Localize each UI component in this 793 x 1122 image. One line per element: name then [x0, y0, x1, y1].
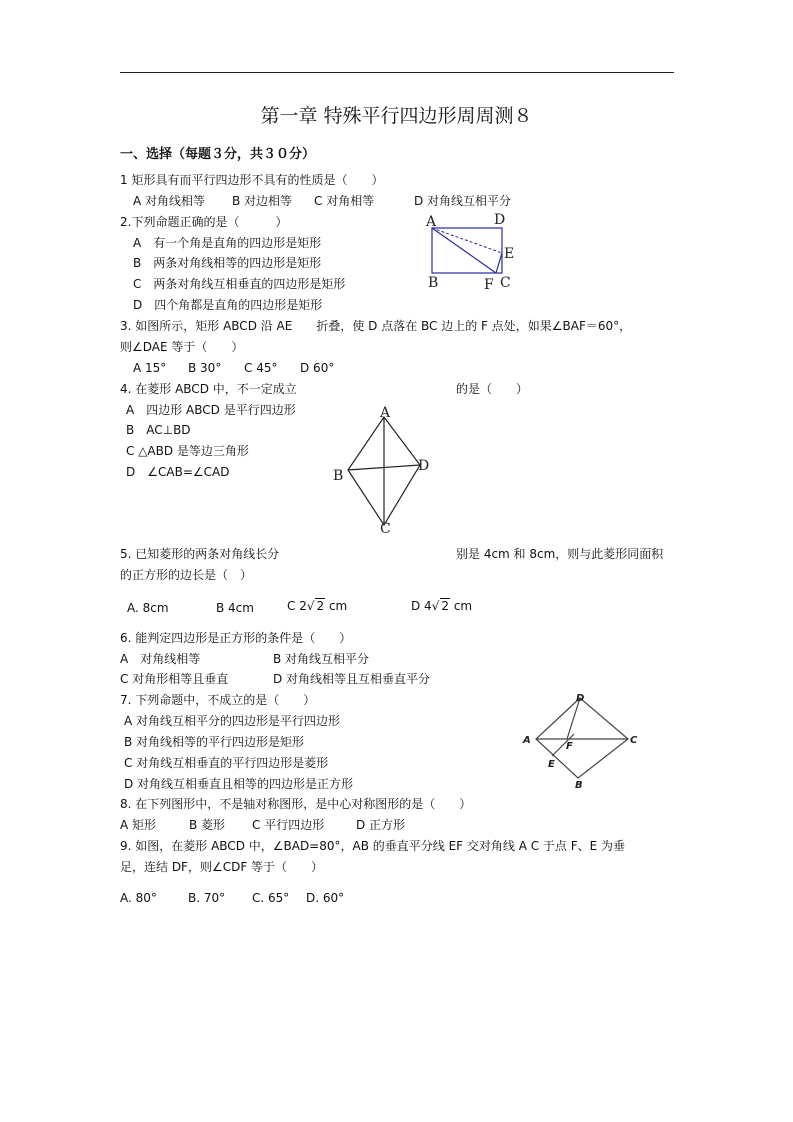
label-c: C — [380, 521, 391, 537]
q7-option-b: B 对角线相等的平行四边形是矩形 — [124, 735, 305, 749]
q8-option-d: D 正方形 — [356, 818, 406, 832]
q5-option-c-radicand: 2 — [316, 599, 325, 613]
label-f: F — [484, 277, 494, 293]
q8-option-b: B 菱形 — [189, 818, 226, 832]
q7-option-d: D 对角线互相垂直且相等的四边形是正方形 — [124, 777, 354, 791]
label-a: A — [426, 214, 437, 230]
q5-option-c-unit: cm — [325, 599, 348, 613]
q4-option-c: C △ABD 是等边三角形 — [126, 444, 249, 458]
q8-option-a: A 矩形 — [120, 818, 157, 832]
q9-stem-line1: 9. 如图，在菱形 ABCD 中，∠BAD=80°，AB 的垂直平分线 EF 交对角线 A C 于点 F、E 为垂 — [120, 839, 626, 853]
label-d: D — [494, 212, 506, 228]
q4-stem-right: 的是（ ） — [456, 382, 529, 396]
page-title: 第一章 特殊平行四边形周周测８ — [260, 105, 533, 127]
q2-option-a: A 有一个角是直角的四边形是矩形 — [133, 236, 322, 250]
q5-option-d-radicand: 2 — [441, 599, 449, 613]
q1-option-c: C 对角相等 — [314, 194, 375, 208]
header-rule — [120, 72, 674, 73]
q5-option-d-prefix: D 4 — [411, 599, 432, 613]
q7-option-a: A 对角线互相平分的四边形是平行四边形 — [124, 714, 341, 728]
q6-option-d: D 对角线相等且互相垂直平分 — [273, 672, 431, 686]
q5-stem-line2: 的正方形的边长是（ ） — [120, 568, 253, 582]
label-f: F — [566, 741, 573, 752]
label-e: E — [548, 759, 555, 770]
q7-option-c: C 对角线互相垂直的平行四边形是菱形 — [124, 756, 329, 770]
q1-option-a: A 对角线相等 — [133, 194, 206, 208]
q2-option-d: D 四个角都是直角的四边形是矩形 — [133, 298, 323, 312]
q6-option-a: A 对角线相等 — [120, 652, 201, 666]
label-e: E — [504, 246, 515, 262]
fold-line-ae — [432, 228, 502, 253]
q9-option-b: B. 70° — [188, 891, 226, 905]
label-c: C — [500, 275, 511, 291]
q1-stem: 1 矩形具有而平行四边形不具有的性质是（ ） — [120, 173, 384, 187]
q5-option-b: B 4cm — [216, 601, 254, 615]
label-b: B — [575, 780, 583, 791]
q9-option-d: D. 60° — [306, 891, 345, 905]
section-heading: 一、选择（每题３分，共３０分） — [120, 147, 316, 162]
q3-option-d: D 60° — [300, 361, 335, 375]
q4-option-d: D ∠CAB=∠CAD — [126, 465, 230, 479]
q6-option-c: C 对角形相等且垂直 — [120, 672, 229, 686]
label-b: B — [333, 468, 344, 484]
q5-option-a: A. 8cm — [127, 601, 169, 615]
q3-option-a: A 15° — [133, 361, 167, 375]
q5-option-c-prefix: C 2 — [287, 599, 307, 613]
q8-option-c: C 平行四边形 — [252, 818, 325, 832]
label-a: A — [380, 405, 391, 421]
rhombus-figure — [330, 405, 435, 535]
q5-stem-right: 别是 4cm 和 8cm，则与此菱形同面积 — [456, 547, 664, 561]
label-b: B — [428, 275, 439, 291]
q3-stem-line2: 则∠DAE 等于（ ） — [120, 340, 244, 354]
q9-option-c: C. 65° — [252, 891, 290, 905]
segment-fe — [496, 253, 502, 273]
q5-option-c — [287, 598, 347, 614]
label-c: C — [630, 735, 638, 746]
q7-stem: 7. 下列命题中，不成立的是（ ） — [120, 693, 316, 707]
q6-stem: 6. 能判定四边形是正方形的条件是（ ） — [120, 631, 352, 645]
sqrt-icon: √ 2 — [431, 599, 449, 613]
rectangle-fold-figure — [420, 210, 530, 292]
q5-option-d-unit: cm — [450, 599, 473, 613]
q4-option-b: B AC⊥BD — [126, 423, 191, 437]
q5-option-d — [411, 598, 472, 614]
q3-option-b: B 30° — [188, 361, 222, 375]
segment-af — [432, 228, 496, 273]
q2-option-b: B 两条对角线相等的四边形是矩形 — [133, 256, 322, 270]
label-d: D — [576, 693, 585, 704]
q4-stem-left: 4. 在菱形 ABCD 中，不一定成立 — [120, 382, 297, 396]
q1-option-d: D 对角线互相平分 — [414, 194, 512, 208]
q8-stem: 8. 在下列图形中，不是轴对称图形，是中心对称图形的是（ ） — [120, 797, 472, 811]
q2-option-c: C 两条对角线互相垂直的四边形是矩形 — [133, 277, 346, 291]
rhombus-bisector-figure — [518, 690, 643, 790]
q1-option-b: B 对边相等 — [232, 194, 293, 208]
q9-stem-line2: 足，连结 DF，则∠CDF 等于（ ） — [120, 860, 324, 874]
q3-option-c: C 45° — [244, 361, 278, 375]
label-a: A — [523, 735, 531, 746]
q2-stem: 2.下列命题正确的是（ ） — [120, 215, 288, 229]
q6-option-b: B 对角线互相平分 — [273, 652, 370, 666]
q3-stem-line1: 3. 如图所示，矩形 ABCD 沿 AE 折叠，使 D 点落在 BC 边上的 F 点处，如果∠BAF＝60°， — [120, 319, 632, 333]
sqrt-icon: √ 2 — [306, 599, 325, 613]
q5-stem-left: 5. 已知菱形的两条对角线长分 — [120, 547, 280, 561]
q4-option-a: A 四边形 ABCD 是平行四边形 — [126, 403, 296, 417]
label-d: D — [418, 458, 430, 474]
q9-option-a: A. 80° — [120, 891, 157, 905]
